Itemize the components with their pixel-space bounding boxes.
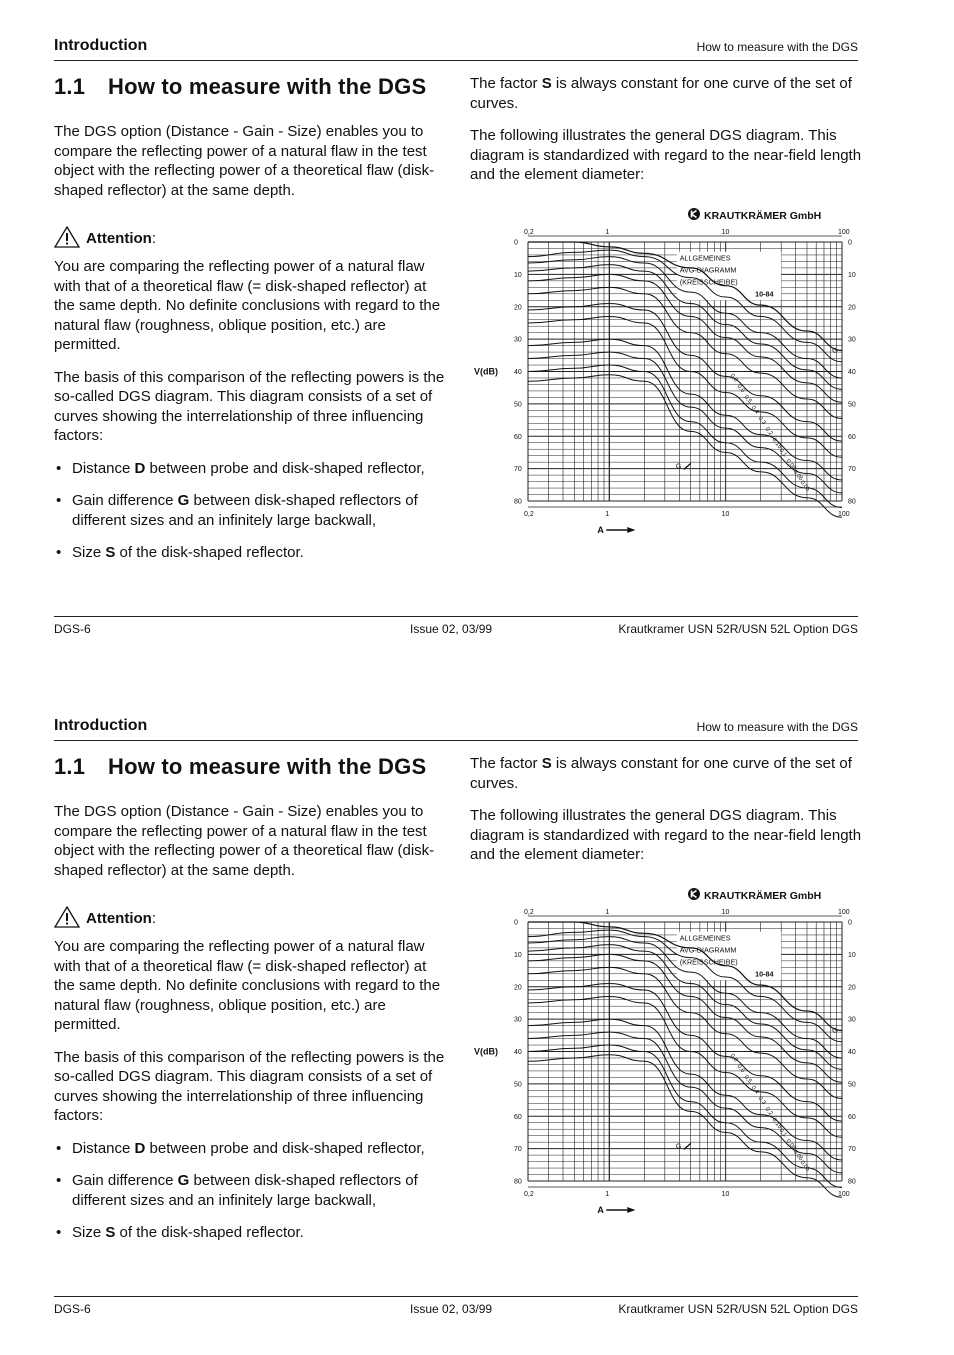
dgs-diagram [470,200,862,545]
page [0,0,954,675]
list-item: • Gain difference G between disk-shaped reflectors of different sizes and an infinitely large backwall, [54,491,446,530]
y-tick-label-right: 50 [848,1081,856,1089]
x-tick-label-bottom: 1 [605,511,610,518]
curve-label: G [831,1026,840,1036]
y-axis-label: V(dB) [474,366,498,377]
basis-paragraph: The basis of this comparison of the reflecting powers is the so-called DGS diagram. This diagram consists of a set of curves showing the interrelationship of three influencing factors: [54,1048,445,1124]
curve-label: 0,8 [728,373,739,384]
header-rule [54,60,858,61]
y-tick-label-right: 30 [848,336,856,344]
y-tick-label-left: 20 [514,304,522,312]
factor-s-paragraph: The factor S is always constant for one curve of the set of curves. [470,75,852,112]
brand-name: KRAUTKRÄMER GmbH [704,210,822,222]
y-tick-label-right: 30 [848,1016,856,1024]
x-tick-label-bottom: 10 [721,1191,730,1198]
x-tick-label-bottom: 100 [838,511,850,518]
y-tick-label-left: 10 [514,951,522,959]
g-marker-label: G [675,463,682,471]
legend-line: 10-84 [755,969,774,979]
legend-line: AVG-DIAGRAMM [679,265,737,275]
y-tick-label-left: 70 [514,466,522,474]
curve-label: 0,05 [798,1159,811,1173]
y-tick-label-right: 0 [848,239,852,247]
y-tick-label-right: 0 [848,919,852,927]
attention-callout [54,226,446,248]
header-topic: How to measure with the DGS [696,720,858,734]
factor-list [54,459,446,563]
brand-name: KRAUTKRÄMER GmbH [704,890,822,902]
x-tick-label-top: 0,2 [524,229,534,236]
y-tick-label-left: 40 [514,369,522,376]
warning-icon [54,226,80,248]
y-tick-label-right: 60 [848,1113,856,1121]
warning-icon [54,906,80,928]
y-tick-label-left: 60 [514,433,522,441]
curve-label: 0,5 [742,1074,753,1085]
intro-paragraph: The DGS option (Distance - Gain - Size) enables you to compare the reflecting power of a natural flaw in the test object with the reflecting power of a theoretical flaw (disk-shaped reflector) at the same depth. [54,803,435,879]
left-column [54,802,446,1256]
header-rule [54,740,858,741]
attention-callout [54,906,446,928]
footer-rule [54,616,858,617]
x-tick-label-bottom: 0,2 [524,1191,534,1198]
attention-label: Attention [86,909,152,927]
basis-paragraph: The basis of this comparison of the reflecting powers is the so-called DGS diagram. This diagram consists of a set of curves showing the interrelationship of three influencing factors: [54,368,445,444]
factor-s-paragraph: The factor S is always constant for one curve of the set of curves. [470,755,852,792]
x-tick-label-top: 1 [605,229,610,236]
attention-label: Attention [86,229,152,247]
curve-label: G [831,346,840,356]
legend-line: 10-84 [755,289,774,299]
x-tick-label-bottom: 10 [721,511,730,518]
section-title: How to measure with the DGS [108,754,427,779]
y-tick-label-left: 20 [514,984,522,992]
footer-issue: Issue 02, 03/99 [410,1302,493,1316]
y-tick-label-right: 40 [848,1049,856,1056]
attention-colon: : [151,909,156,927]
y-tick-label-right: 70 [848,1146,856,1154]
right-column [470,74,862,198]
attention-paragraph: You are comparing the reflecting power of a natural flaw with that of a theoretical flaw (= disk-shaped reflector) at the same depth. No definite conclusions with regard to the natural flaw (roughness, oblique position, etc.) are permitted. [54,938,441,1033]
x-tick-label-top: 0,2 [524,909,534,916]
attention-paragraph: You are comparing the reflecting power of a natural flaw with that of a theoretical flaw (= disk-shaped reflector) at the same depth. No definite conclusions with regard to the natural flaw (roughness, oblique position, etc.) are permitted. [54,258,441,353]
list-item: • Size S of the disk-shaped reflector. [54,543,446,563]
curve-label: 0,6 [735,1063,746,1075]
y-tick-label-left: 0 [514,919,518,927]
curve-label: 0,1 [777,1127,788,1139]
x-tick-label-bottom: 100 [838,1191,850,1198]
x-tick-label-top: 1 [605,909,610,916]
list-item: • Distance D between probe and disk-shaped reflector, [54,459,446,479]
curve-label: 0,06 [791,1149,804,1163]
x-tick-label-top: 10 [721,909,730,916]
y-tick-label-right: 50 [848,401,856,409]
header-section: Introduction [54,717,148,734]
x-tick-label-bottom: 0,2 [524,511,534,518]
section-heading [54,754,426,780]
x-tick-label-top: 10 [721,229,730,236]
y-tick-label-left: 10 [514,271,522,279]
y-axis-label: V(dB) [474,1046,498,1057]
y-tick-label-right: 80 [848,1178,856,1186]
right-column [470,754,862,878]
y-tick-label-left: 50 [514,401,522,409]
list-item: • Gain difference G between disk-shaped reflectors of different sizes and an infinitely large backwall, [54,1171,446,1210]
section-title: How to measure with the DGS [108,74,427,99]
legend-line: (KREISSCHEIBE) [679,957,738,967]
factor-list [54,1139,446,1243]
y-tick-label-right: 60 [848,433,856,441]
curve-label: 0,5 [742,394,753,405]
section-heading [54,74,426,100]
x-tick-label-top: 100 [838,909,850,916]
x-tick-label-top: 100 [838,229,850,236]
curve-label: 0,08 [784,458,797,472]
y-tick-label-right: 20 [848,984,856,992]
footer-page-number: DGS-6 [54,622,91,636]
y-tick-label-right: 10 [848,271,856,279]
curve-label: 0,05 [798,479,811,493]
footer-product: Krautkramer USN 52R/USN 52L Option DGS [618,622,858,636]
left-column [54,122,446,576]
legend-line: (KREISSCHEIBE) [679,277,738,287]
y-tick-label-left: 80 [514,498,522,506]
dgs-curve [528,339,842,483]
y-tick-label-left: 80 [514,1178,522,1186]
curve-label: 0,4 [749,1085,760,1096]
footer-issue: Issue 02, 03/99 [410,622,493,636]
x-axis-arrowhead-icon [627,527,635,533]
y-tick-label-left: 30 [514,1016,522,1024]
legend-line: AVG-DIAGRAMM [679,945,737,955]
curve-label: 0,3 [756,415,767,427]
diagram-intro-paragraph: The following illustrates the general DGS diagram. This diagram is standardized with regard to the near-field length and the element diameter: [470,127,862,183]
y-tick-label-right: 70 [848,466,856,474]
y-tick-label-left: 0 [514,239,518,247]
curve-label: 0,15 [770,437,783,451]
attention-colon: : [151,229,156,247]
section-number: 1.1 [54,754,86,779]
page [0,680,954,1355]
legend-line: ALLGEMEINES [679,253,731,263]
diagram-intro-paragraph: The following illustrates the general DGS diagram. This diagram is standardized with regard to the near-field length and the element diameter: [470,807,862,863]
list-item: • Distance D between probe and disk-shaped reflector, [54,1139,446,1159]
x-axis-label: A [597,1205,604,1215]
g-marker-label: G [675,1143,682,1151]
brand-logo-icon [688,208,700,220]
curve-label: 0,15 [770,1117,783,1131]
curve-label: 0,2 [763,1106,774,1117]
y-tick-label-left: 50 [514,1081,522,1089]
footer-rule [54,1296,858,1297]
y-tick-label-left: 60 [514,1113,522,1121]
y-tick-label-right: 80 [848,498,856,506]
section-number: 1.1 [54,74,86,99]
curve-label: 0,3 [756,1095,767,1107]
curve-label: 0,08 [784,1138,797,1152]
dgs-curve [528,1019,842,1163]
header-topic: How to measure with the DGS [696,40,858,54]
dgs-diagram [470,880,862,1225]
x-axis-label: A [597,525,604,535]
curve-label: 0,1 [777,447,788,459]
curve-label: 0,2 [763,426,774,437]
intro-paragraph: The DGS option (Distance - Gain - Size) enables you to compare the reflecting power of a natural flaw in the test object with the reflecting power of a theoretical flaw (disk-shaped reflector) at the same depth. [54,123,435,199]
y-tick-label-left: 30 [514,336,522,344]
y-tick-label-right: 20 [848,304,856,312]
footer-product: Krautkramer USN 52R/USN 52L Option DGS [618,1302,858,1316]
y-tick-label-left: 40 [514,1049,522,1056]
curve-label: 0,8 [728,1053,739,1064]
y-tick-label-left: 70 [514,1146,522,1154]
curve-label: 0,6 [735,383,746,395]
y-tick-label-right: 40 [848,369,856,376]
legend-line: ALLGEMEINES [679,933,731,943]
brand-logo-icon [688,888,700,900]
header-section: Introduction [54,37,148,54]
x-axis-arrowhead-icon [627,1207,635,1213]
footer-page-number: DGS-6 [54,1302,91,1316]
y-tick-label-right: 10 [848,951,856,959]
curve-label: 0,4 [749,405,760,416]
list-item: • Size S of the disk-shaped reflector. [54,1223,446,1243]
curve-label: 0,06 [791,469,804,483]
x-tick-label-bottom: 1 [605,1191,610,1198]
